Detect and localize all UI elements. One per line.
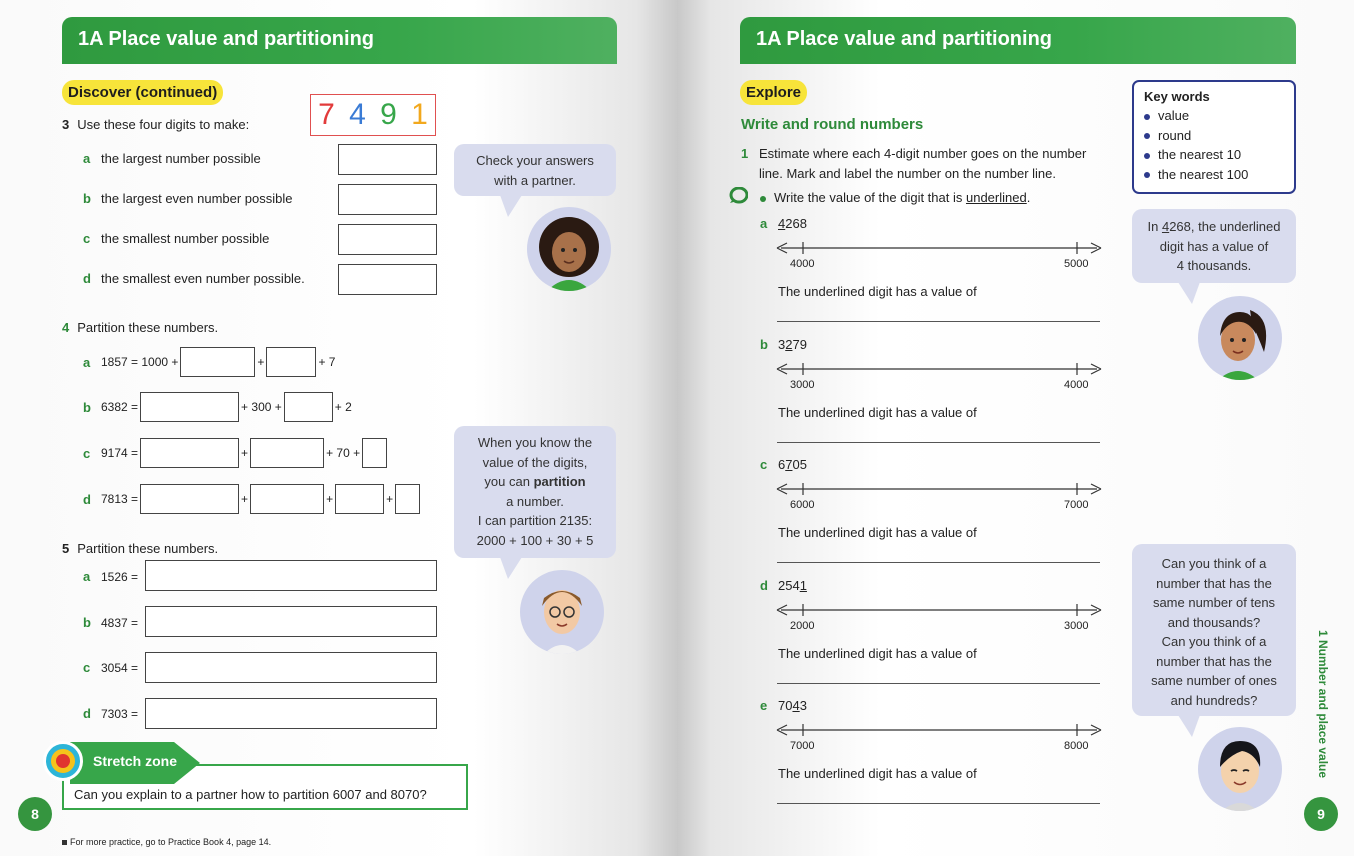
equation-text: 1857 = 1000 + <box>101 355 179 369</box>
equation-text: 7813 = <box>101 492 139 506</box>
q5-item-b <box>83 615 138 630</box>
equation-text: + <box>386 492 394 506</box>
question-number: 5 <box>62 541 70 556</box>
item-letter: a <box>83 354 91 370</box>
answer-box[interactable] <box>140 438 239 468</box>
question-3 <box>62 117 249 132</box>
answer-box[interactable] <box>338 144 437 175</box>
speech-bubble-girl <box>1132 209 1296 283</box>
item-letter: a <box>83 569 91 584</box>
answer-box[interactable] <box>145 606 437 637</box>
item-label <box>760 698 807 713</box>
number-line-start-label: 4000 <box>790 258 815 270</box>
item-letter: d <box>83 271 91 286</box>
speech-bubble-check <box>454 144 616 196</box>
key-word <box>1144 145 1284 165</box>
bubble-text: Check your answers with a partner. <box>476 153 594 188</box>
answer-prompt: The underlined digit has a value of <box>778 525 977 540</box>
key-word-text: value <box>1158 108 1190 123</box>
equation-text: + 300 + <box>241 400 282 414</box>
question-1 <box>741 144 1086 184</box>
section-pill: Discover (continued) <box>62 80 223 105</box>
digit-card: 9 <box>380 98 397 131</box>
side-label <box>1316 630 1330 780</box>
bubble-line: number that has the <box>1156 575 1272 591</box>
equation-text: 6382 = <box>101 400 139 414</box>
answer-box[interactable] <box>266 347 316 377</box>
underlined-digit: 2 <box>785 336 793 352</box>
bubble-tail <box>500 557 522 579</box>
answer-prompt: The underlined digit has a value of <box>778 404 977 420</box>
bubble-text: In <box>1147 219 1162 234</box>
item-text: 7303 = <box>101 707 139 721</box>
item-letter: b <box>83 399 91 415</box>
bubble-line: When you know the <box>477 435 593 450</box>
key-word <box>1144 106 1284 126</box>
question-number: 1 <box>741 146 749 161</box>
question-5 <box>62 541 218 556</box>
key-words-box <box>1132 80 1296 194</box>
answer-box[interactable] <box>145 698 437 729</box>
discussion-icon <box>729 187 748 204</box>
item-letter: b <box>83 615 91 630</box>
stretch-zone-label: Stretch zone <box>93 753 178 769</box>
page-header <box>62 17 617 64</box>
key-word-text: the nearest 10 <box>1158 147 1242 162</box>
item-label <box>760 337 807 352</box>
key-word-text: round <box>1158 127 1192 143</box>
question-prompt: Use these four digits to make: <box>77 117 250 132</box>
bubble-tail <box>500 195 522 217</box>
answer-box[interactable] <box>338 184 437 215</box>
answer-prompt: The underlined digit has a value of <box>778 645 977 661</box>
page-number-right: 9 <box>1304 797 1338 831</box>
underlined-digit: 4 <box>792 698 800 713</box>
key-word <box>1144 165 1284 185</box>
bullet-text: . <box>1026 190 1031 205</box>
item-letter: d <box>83 491 91 507</box>
number-part: 268 <box>785 216 807 231</box>
number-part: 79 <box>792 336 807 352</box>
digit-card: 1 <box>411 98 428 131</box>
bubble-line: and hundreds? <box>1170 692 1258 708</box>
question-prompt: Partition these numbers. <box>77 320 219 335</box>
q5-item-c <box>83 660 138 675</box>
answer-box[interactable] <box>338 264 437 295</box>
q4-row-d <box>83 484 420 514</box>
item-letter: b <box>83 191 91 206</box>
answer-box[interactable] <box>145 652 437 683</box>
bubble-line: a number. <box>506 493 564 509</box>
bullet-icon <box>760 196 766 202</box>
bullet-icon <box>1144 172 1150 178</box>
equation-text: + 70 + <box>326 446 361 460</box>
answer-box[interactable] <box>140 484 239 514</box>
question-prompt: line. Mark and label the number on the number line. <box>759 166 1057 181</box>
bubble-underlined: 4 <box>1161 219 1170 234</box>
question-prompt: Partition these numbers. <box>77 541 219 556</box>
item-text: the largest even number possible <box>101 191 293 206</box>
answer-box[interactable] <box>284 392 333 422</box>
answer-box[interactable] <box>335 484 384 514</box>
number-line[interactable] <box>775 600 1105 620</box>
item-letter: c <box>83 445 91 461</box>
number-line-end-label: 7000 <box>1064 499 1089 511</box>
number-line-end-label: 5000 <box>1064 258 1089 270</box>
bubble-tail <box>1178 715 1200 737</box>
bubble-line: same number of ones <box>1151 673 1277 688</box>
girl-ponytail-icon <box>1198 296 1282 380</box>
key-words-title: Key words <box>1144 89 1210 104</box>
question-prompt: Estimate where each 4-digit number goes on the number <box>759 146 1087 161</box>
bubble-line: Can you think of a <box>1161 634 1267 649</box>
bullet-underlined: underlined <box>965 190 1027 205</box>
number-line-start-label: 2000 <box>790 619 815 632</box>
number-line[interactable] <box>775 238 1105 258</box>
item-label <box>760 216 807 231</box>
bubble-line: 4 thousands. <box>1176 258 1252 273</box>
boy-black-hair-icon <box>1198 727 1282 811</box>
question-4 <box>62 320 218 335</box>
key-word-text: the nearest 100 <box>1158 166 1249 182</box>
q4-row-c <box>83 438 387 468</box>
boy-with-glasses-icon <box>520 570 604 654</box>
question-1-bullet <box>760 190 1030 205</box>
item-text: 4837 = <box>101 616 139 630</box>
section-pill: Explore <box>740 80 807 105</box>
item-letter: d <box>83 706 91 721</box>
answer-box[interactable] <box>395 484 420 514</box>
footer-text: For more practice, go to Practice Book 4, page 14. <box>70 837 272 847</box>
item-text: 3054 = <box>101 661 139 675</box>
bullet-icon <box>1144 153 1150 159</box>
speech-bubble-partition <box>454 426 616 558</box>
answer-line[interactable] <box>777 442 1100 443</box>
bullet-icon <box>1144 133 1150 139</box>
q4-row-b <box>83 392 352 422</box>
girl-avatar <box>527 207 611 291</box>
number-part: 3 <box>778 336 786 352</box>
answer-box[interactable] <box>338 224 437 255</box>
number-line-start-label: 7000 <box>790 740 815 752</box>
number-part: 254 <box>778 577 800 593</box>
header-title: 1A Place value and partitioning <box>756 28 1052 50</box>
answer-box[interactable] <box>250 438 324 468</box>
item-text: the smallest even number possible. <box>101 271 305 286</box>
equation-text: + 7 <box>318 355 336 369</box>
bubble-keyword: partition <box>533 474 586 489</box>
question-number: 3 <box>62 117 70 132</box>
equation-text: + <box>257 355 265 369</box>
digit-cards <box>310 94 436 136</box>
item-letter: c <box>83 660 91 675</box>
girl-curly-hair-icon <box>527 207 611 291</box>
equation-text: + <box>326 492 334 506</box>
answer-box[interactable] <box>140 392 239 422</box>
bubble-line: I can partition 2135: <box>477 513 593 528</box>
item-letter: e <box>760 698 768 713</box>
answer-prompt: The underlined digit has a value of <box>778 766 977 781</box>
bullet-text: Write the value of the digit that is <box>774 190 966 205</box>
q5-item-d <box>83 706 138 721</box>
q3-item-a <box>83 151 261 166</box>
number-part: 05 <box>792 457 807 472</box>
item-letter: b <box>760 336 768 352</box>
item-text: 1526 = <box>101 570 139 584</box>
bubble-line <box>454 472 616 492</box>
answer-box[interactable] <box>180 347 255 377</box>
bubble-line: value of the digits, <box>482 454 588 470</box>
number-line[interactable] <box>775 720 1105 740</box>
number-line[interactable] <box>775 359 1105 379</box>
answer-line[interactable] <box>777 321 1100 322</box>
stretch-zone-text: Can you explain to a partner how to partition 6007 and 8070? <box>74 787 427 802</box>
number-line-start-label: 6000 <box>790 499 815 511</box>
item-letter: c <box>83 231 91 246</box>
key-word <box>1144 126 1284 146</box>
bubble-text: you can <box>484 474 534 489</box>
number-line[interactable] <box>775 479 1105 499</box>
digit-card: 7 <box>318 98 335 131</box>
bubble-line: same number of tens <box>1152 595 1276 610</box>
header-title: 1A Place value and partitioning <box>78 28 374 50</box>
item-label <box>760 457 807 472</box>
q4-row-a <box>83 347 335 377</box>
speech-bubble-boy <box>1132 544 1296 716</box>
q3-item-b <box>83 191 293 206</box>
item-letter: d <box>760 577 768 593</box>
bubble-line: digit has a value of <box>1159 238 1269 254</box>
answer-line[interactable] <box>777 562 1100 563</box>
bubble-line: number that has the <box>1156 653 1272 669</box>
answer-box[interactable] <box>362 438 387 468</box>
equation-text: + <box>241 492 249 506</box>
equation-text: + <box>241 446 249 460</box>
subheading: Write and round numbers <box>741 116 924 133</box>
item-letter: a <box>83 151 91 166</box>
item-text: the largest number possible <box>101 151 261 166</box>
answer-line[interactable] <box>777 803 1100 804</box>
bubble-text: 268, the underlined <box>1169 219 1281 234</box>
boy-glasses-avatar <box>520 570 604 654</box>
girl-ponytail-avatar <box>1198 296 1282 380</box>
number-line-end-label: 4000 <box>1064 378 1089 391</box>
target-icon <box>43 741 83 781</box>
square-bullet-icon <box>62 840 67 845</box>
footer-note <box>62 837 271 847</box>
answer-line[interactable] <box>777 683 1100 684</box>
bubble-tail <box>1178 282 1200 304</box>
equation-text: 9174 = <box>101 446 139 460</box>
number-part: 3 <box>799 698 807 713</box>
item-letter: c <box>760 457 768 472</box>
answer-box[interactable] <box>145 560 437 591</box>
equation-text: + 2 <box>334 400 352 414</box>
number-part: 70 <box>778 698 793 713</box>
q5-item-a <box>83 569 138 584</box>
number-line-end-label: 8000 <box>1064 740 1089 752</box>
underlined-digit: 7 <box>785 457 793 472</box>
item-label <box>760 578 807 593</box>
bubble-line: and thousands? <box>1167 614 1261 630</box>
answer-prompt: The underlined digit has a value of <box>778 284 977 299</box>
number-line-end-label: 3000 <box>1064 619 1089 632</box>
underlined-digit: 4 <box>778 216 786 231</box>
side-label-text: 1 Number and place value <box>1316 630 1330 779</box>
item-letter: a <box>760 216 768 231</box>
page-header <box>740 17 1296 64</box>
boy-avatar <box>1198 727 1282 811</box>
q3-item-c <box>83 231 269 246</box>
digit-card: 4 <box>349 98 366 131</box>
number-line-start-label: 3000 <box>790 378 815 391</box>
page-number-left: 8 <box>18 797 52 831</box>
item-text: the smallest number possible <box>101 231 270 246</box>
bubble-line: 2000 + 100 + 30 + 5 <box>476 532 594 548</box>
bullet-icon <box>1144 114 1150 120</box>
bubble-line <box>1132 217 1296 237</box>
answer-box[interactable] <box>250 484 324 514</box>
bubble-line: Can you think of a <box>1161 556 1267 571</box>
question-number: 4 <box>62 320 70 335</box>
underlined-digit: 1 <box>799 577 807 593</box>
number-part: 6 <box>778 457 786 472</box>
q3-item-d <box>83 271 305 286</box>
